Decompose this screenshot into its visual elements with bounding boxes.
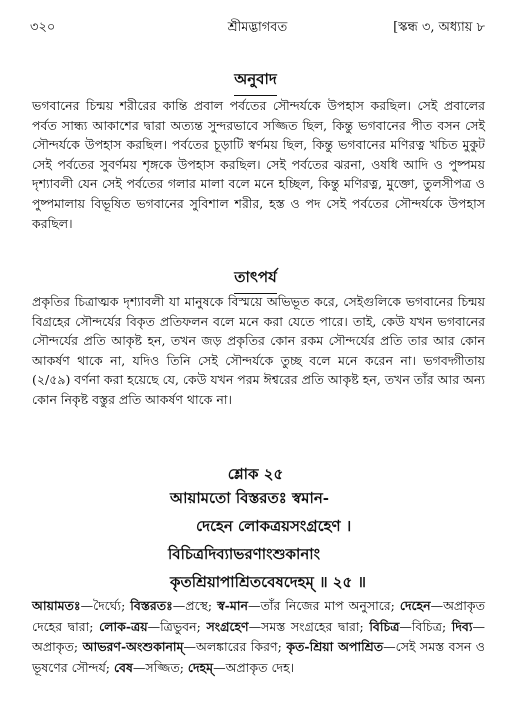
verse-line: দেহেন লোকত্রয়সংগ্রহেণ । [196, 517, 352, 535]
word-synonyms: আয়ামতঃ—দৈর্ঘ্যে; বিস্তরতঃ—প্রস্থে; স্ব-মান—তাঁর নিজের মাপ অনুসারে; দেহেন—অপ্রাকৃত দেহের দ্বারা; লোক-ত্রয়—ত্রিভুবন; সংগ্রহেণ—সমস্ত সংগ্রহের দ্বারা; বিচিত্র—বিচিত্র; দিব্য—অপ্রাকৃত; আভরণ-অংশুকানাম্—অলঙ্কারের কিরণ; কৃত-শ্রিয়া অপাশ্রিত—সেই সমস্ত বসন ও ভূষণের সৌন্দর্য; বেষ—সজ্জিত; দেহম্—অপ্রাকৃত দেহ। [32, 598, 486, 675]
synonym-meaning: অলঙ্কারের কিরণ [196, 639, 278, 654]
synonym-term: আভরণ-অংশুকানাম্ [82, 639, 184, 654]
synonym-term: সংগ্রহেণ [206, 618, 249, 634]
purport-heading [0, 266, 511, 294]
verse-heading: শ্লোক ২৫ [227, 465, 284, 483]
purport-heading-text: তাৎপর্য [234, 266, 276, 294]
verse-line: কৃতশ্রিয়াপাশ্রিতবেষদেহম্ ॥ ২৫ ॥ [170, 573, 366, 591]
purport-paragraph: প্রকৃতির চিত্রাত্মক দৃশ্যাবলী যা মানুষকে বিস্ময়ে অভিভূত করে, সেইগুলিকে ভগবানের চিন্ময় বিগ্রহের সৌন্দর্যের বিকৃত প্রতিফলন বলে মনে করা যেতে পারে। তাই, কেউ যখন ভগবানের সৌন্দর্যের প্রতি আকৃষ্ট হন, তখন জড় প্রকৃতির কোন রকম সৌন্দর্যের প্রতি তার আর কোন আকর্ষণ থাকে না, যদিও তিনি সেই সৌন্দর্যকে তুচ্ছ বলে মনে করেন না। ভগবদ্গীতায় (২/৫৯) বর্ণনা করা হয়েছে যে, কেউ যখন পরম ঈশ্বরের প্রতি আকৃষ্ট হন, তখন তাঁর আর অন্য কোন নিকৃষ্ট বস্তুর প্রতি আকর্ষণ থাকে না। [32, 294, 485, 407]
verse-line: বিচিত্রদিব্যাভরণাংশুকানাং [168, 545, 321, 563]
translation-heading [0, 68, 511, 96]
verse-text [0, 484, 511, 596]
synonym-meaning: সজ্জিত [145, 659, 180, 675]
synonym-meaning: প্রস্থে [185, 598, 208, 613]
page-number: ৩২০ [30, 20, 56, 35]
page-header [30, 18, 485, 40]
synonym-meaning: বিচিত্র [411, 618, 442, 634]
synonym-term: দেহেন [399, 598, 431, 613]
synonym-term: আয়ামতঃ [32, 598, 81, 613]
synonym-term: স্ব-মান [217, 598, 248, 613]
synonym-term: কৃত-শ্রিয়া অপাশ্রিত [286, 639, 384, 654]
book-title: শ্রীমদ্ভাগবত [227, 20, 288, 35]
synonym-term: দেহম্ [187, 659, 214, 675]
synonym-meaning: দৈর্ঘ্যে [93, 598, 122, 613]
synonym-term: বিস্তরতঃ [130, 598, 173, 613]
synonym-meaning: ত্রিভুবন [160, 618, 197, 634]
synonym-meaning: অপ্রাকৃত দেহের দ্বারা [32, 598, 485, 634]
synonym-term: বিচিত্র [369, 618, 400, 634]
verse-line: আয়ামতো বিস্তরতঃ স্বমান- [170, 489, 330, 507]
translation-paragraph: ভগবানের চিন্ময় শরীরের কান্তি প্রবাল পর্বতের সৌন্দর্যকে উপহাস করছিল। সেই প্রবালের পর্বত সান্ধ্য আকাশের দ্বারা অত্যন্ত সুন্দরভাবে সজ্জিত ছিল, কিন্তু ভগবানের পীত বসন সেই সৌন্দর্যকে উপহাস করছিল। পর্বতের চূড়াটি স্বর্ণময় ছিল, কিন্তু ভগবানের মণিরত্ন খচিত মুকুট সেই পর্বতের সুবর্ণময় শৃঙ্গকে উপহাস করছিল। সেই পর্বতের ঝরনা, ওষধি আদি ও পুষ্পময় দৃশ্যাবলী যেন সেই পর্বতের গলার মালা বলে মনে হচ্ছিল, কিন্তু মণিরত্ন, মুক্তো, তুলসীপত্র ও পুষ্পমালায় বিভূষিত ভগবানের সুবিশাল শরীর, হস্ত ও পদ সেই পর্বতের সৌন্দর্যকে উপহাস করছিল। [32, 98, 485, 231]
synonym-term: বেষ [113, 659, 133, 675]
synonym-term: দিব্য [451, 618, 473, 634]
chapter-reference: [স্কন্ধ ৩, অধ্যায় ৮ [393, 20, 485, 35]
synonym-meaning: অপ্রাকৃত দেহ। [225, 659, 295, 675]
synonym-meaning: অপ্রাকৃত [32, 639, 74, 654]
synonym-meaning: সমস্ত সংগ্রহের দ্বারা [261, 618, 360, 634]
synonym-meaning: সেই সমস্ত বসন ও ভূষণের সৌন্দর্য [32, 639, 485, 675]
synonym-term: লোক-ত্রয় [99, 618, 148, 634]
synonym-meaning: তাঁর নিজের মাপ অনুসারে [260, 598, 391, 613]
translation-heading-text: অনুবাদ [234, 68, 277, 96]
